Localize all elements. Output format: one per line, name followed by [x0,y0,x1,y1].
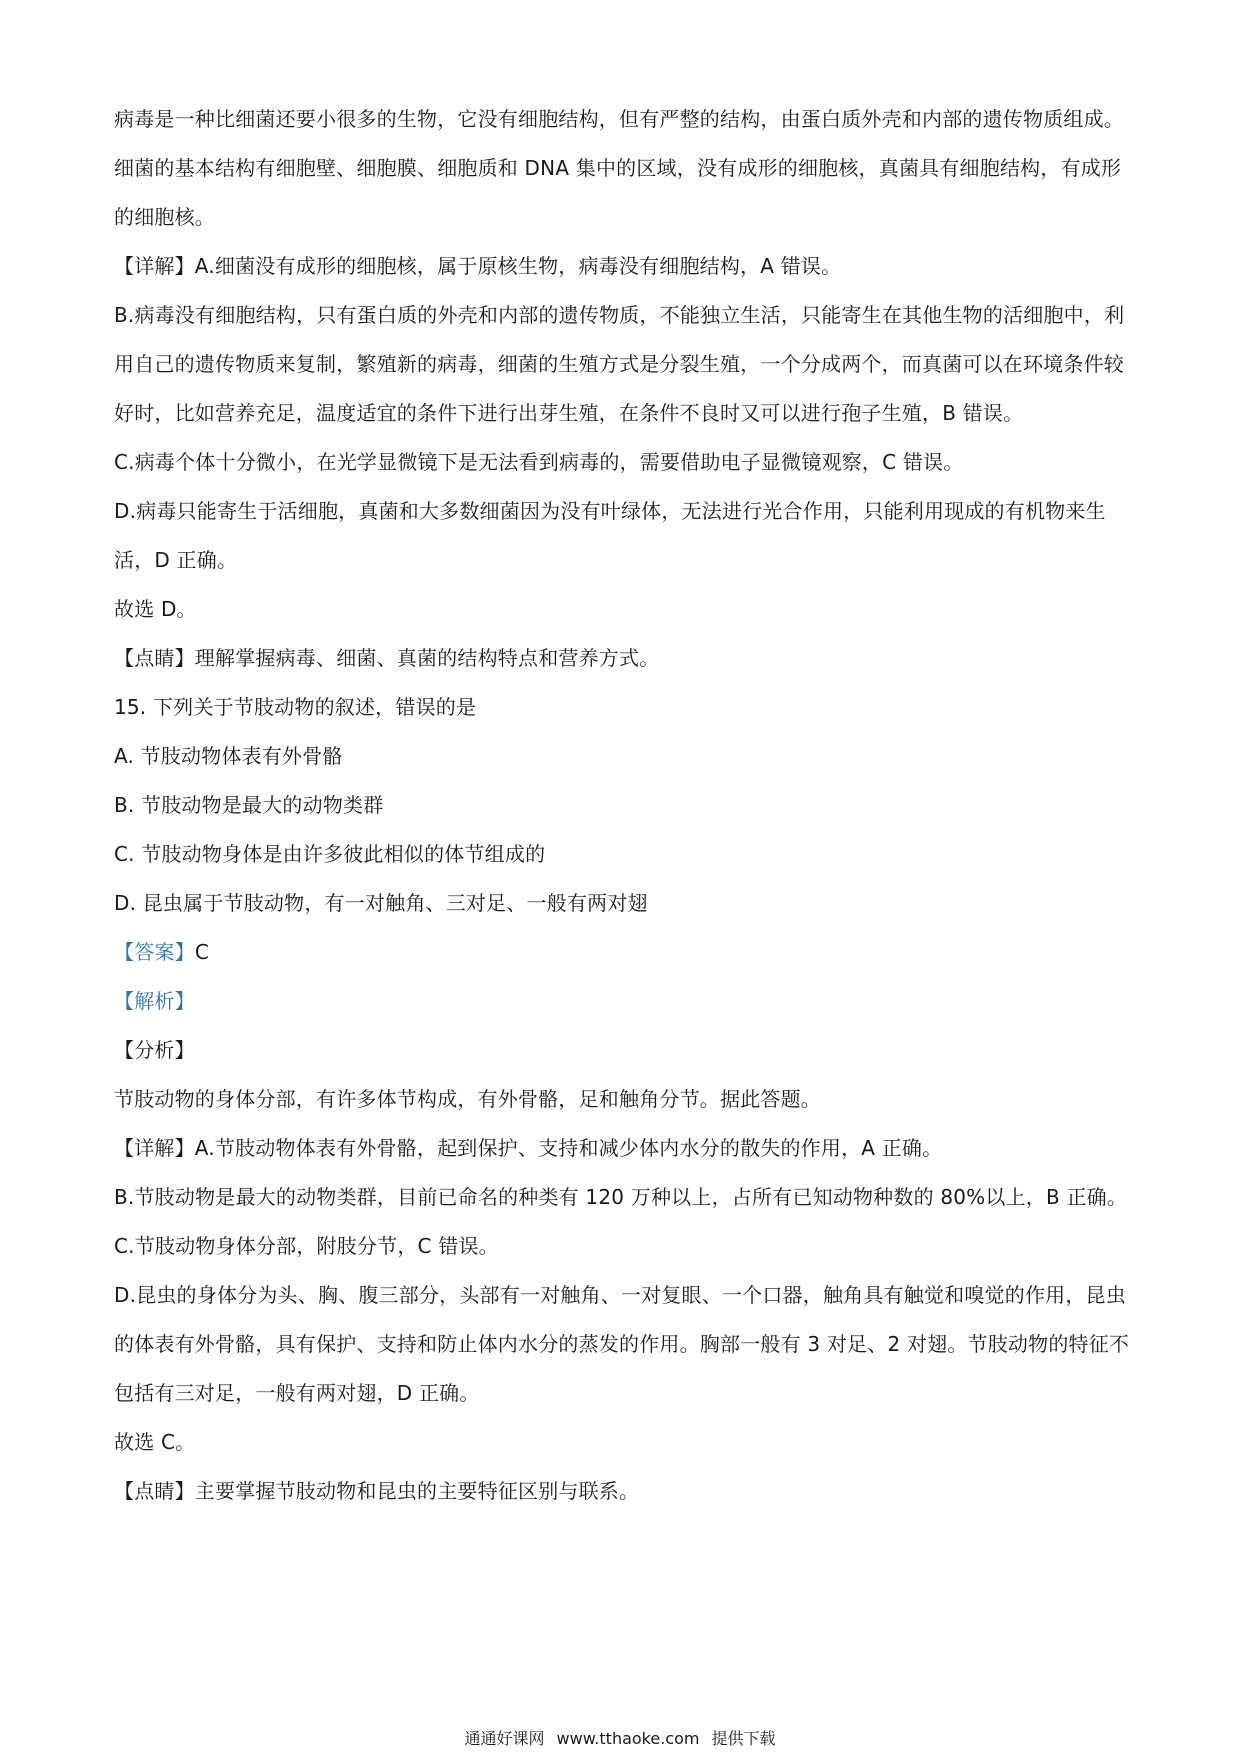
analysis-detail-c: C.节肢动物身体分部，附肢分节，C 错误。 [114,1234,499,1258]
footer-suffix: 提供下载 [711,1729,776,1748]
footer-url[interactable]: www.tthaoke.com [556,1729,700,1748]
question-15-option-c: C. 节肢动物身体是由许多彼此相似的体节组成的 [114,842,546,866]
paragraph-detail-c: C.病毒个体十分微小，在光学显微镜下是无法看到病毒的，需要借助电子显微镜观察，C 错误。 [114,450,964,474]
answer-value: C [194,940,209,964]
analysis-label: 【解析】 [114,989,195,1013]
footer-site-name: 通通好课网 [464,1729,545,1748]
page-footer [0,1726,1240,1749]
analysis-detail-b: B.节肢动物是最大的动物类群，目前已命名的种类有 120 万种以上，占所有已知动物种数的 80%以上，B 正确。 [114,1185,1128,1209]
document-body [114,95,1134,1516]
paragraph-detail-d: D.病毒只能寄生于活细胞，真菌和大多数细菌因为没有叶绿体，无法进行光合作用，只能利用现成的有机物来生活，D 正确。 [114,499,1106,572]
analysis-detail-a: 【详解】A.节肢动物体表有外骨骼，起到保护、支持和减少体内水分的散失的作用，A 正确。 [114,1136,943,1160]
paragraph-detail-b: B.病毒没有细胞结构，只有蛋白质的外壳和内部的遗传物质，不能独立生活，只能寄生在其他生物的活细胞中，利用自己的遗传物质来复制，繁殖新的病毒，细菌的生殖方式是分裂生殖，一个分成两个，而真菌可以在环境条件较好时，比如营养充足，温度适宜的条件下进行出芽生殖，在条件不良时又可以进行孢子生殖，B 错误。 [114,303,1125,425]
paragraph-detail-a: 【详解】A.细菌没有成形的细胞核，属于原核生物，病毒没有细胞结构，A 错误。 [114,254,842,278]
analysis-heading: 【分析】 [114,1038,195,1062]
analysis-choose-c: 故选 C。 [114,1430,196,1454]
question-15-option-b: B. 节肢动物是最大的动物类群 [114,793,384,817]
paragraph-key-point: 【点睛】理解掌握病毒、细菌、真菌的结构特点和营养方式。 [114,646,660,670]
answer-line [114,928,1134,977]
analysis-summary: 节肢动物的身体分部，有许多体节构成，有外骨骼，足和触角分节。据此答题。 [114,1087,821,1111]
question-15-stem: 15. 下列关于节肢动物的叙述，错误的是 [114,695,477,719]
question-15-option-a: A. 节肢动物体表有外骨骼 [114,744,343,768]
question-15-option-d: D. 昆虫属于节肢动物，有一对触角、三对足、一般有两对翅 [114,891,648,915]
analysis-key-point: 【点睛】主要掌握节肢动物和昆虫的主要特征区别与联系。 [114,1479,640,1503]
answer-label: 【答案】 [114,940,195,964]
paragraph-virus-intro: 病毒是一种比细菌还要小很多的生物，它没有细胞结构，但有严整的结构，由蛋白质外壳和内部的遗传物质组成。细菌的基本结构有细胞壁、细胞膜、细胞质和 DNA 集中的区域，没有成形的细胞核，真菌具有细胞结构，有成形的细胞核。 [114,107,1124,229]
analysis-detail-d: D.昆虫的身体分为头、胸、腹三部分，头部有一对触角、一对复眼、一个口器，触角具有触觉和嗅觉的作用，昆虫的体表有外骨骼，具有保护、支持和防止体内水分的蒸发的作用。胸部一般有 3 对足、2 对翅。节肢动物的特征不包括有三对足，一般有两对翅，D 正确。 [114,1283,1130,1405]
paragraph-choose-d: 故选 D。 [114,597,197,621]
